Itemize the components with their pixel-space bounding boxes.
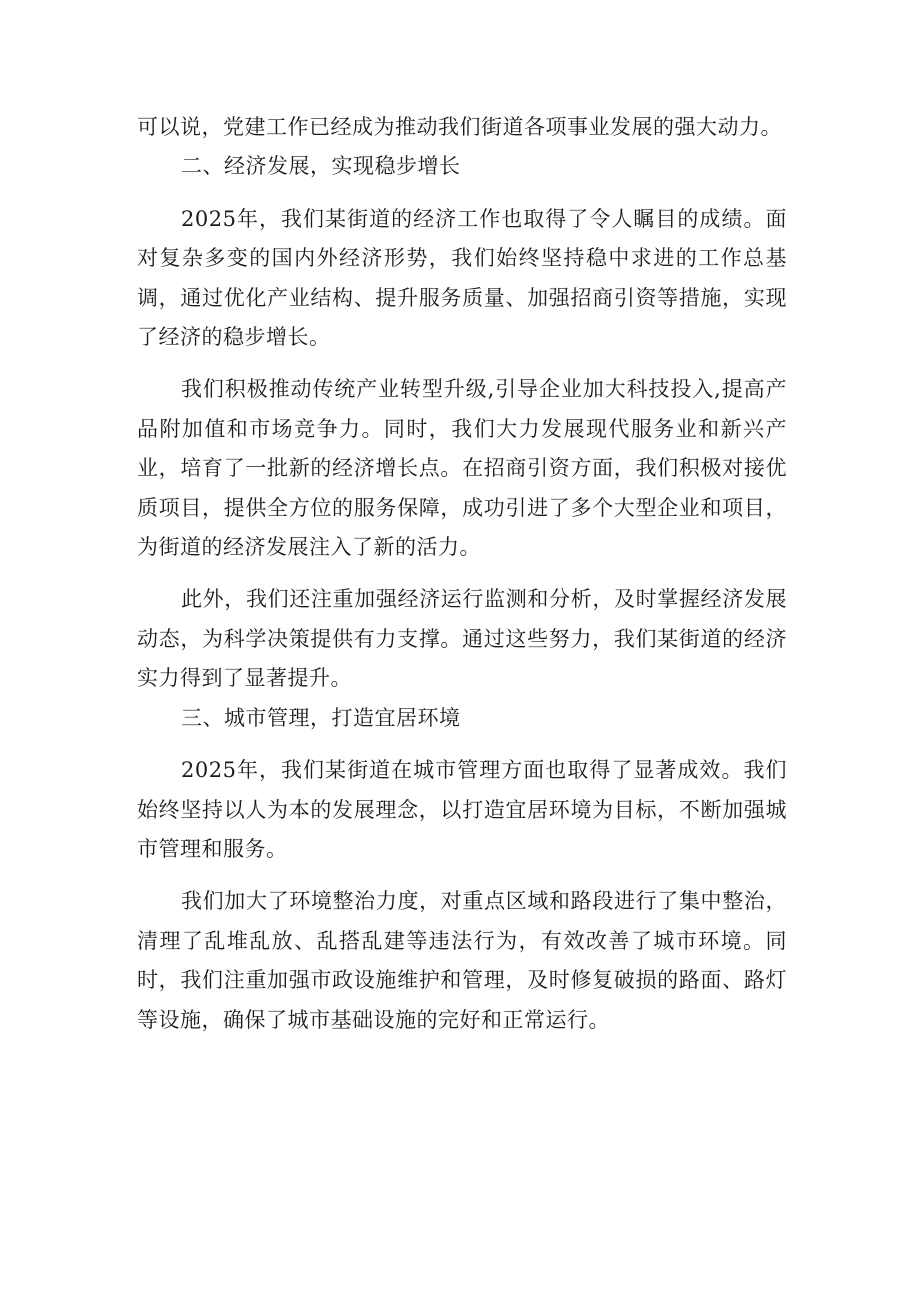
document-page xyxy=(137,108,787,1040)
paragraph-economy-industry: 我们积极推动传统产业转型升级,引导企业加大科技投入,提高产品附加值和市场竞争力。同时，我们大力发展现代服务业和新兴产业，培育了一批新的经济增长点。在招商引资方面，我们积极对接优质项目，提供全方位的服务保障，成功引进了多个大型企业和项目，为街道的经济发展注入了新的活力。 xyxy=(137,377,787,560)
paragraph-continuation: 可以说，党建工作已经成为推动我们街道各项事业发展的强大动力。 xyxy=(137,115,782,139)
paragraph-economy-monitoring: 此外，我们还注重加强经济运行监测和分析，及时掌握经济发展动态，为科学决策提供有力支撑。通过这些努力，我们某街道的经济实力得到了显著提升。 xyxy=(137,587,787,691)
paragraph-city-intro: 2025年，我们某街道在城市管理方面也取得了显著成效。我们始终坚持以人为本的发展理念，以打造宜居环境为目标，不断加强城市管理和服务。 xyxy=(137,758,787,861)
paragraph-city-environment: 我们加大了环境整治力度，对重点区域和路段进行了集中整治，清理了乱堆乱放、乱搭乱建等违法行为，有效改善了城市环境。同时，我们注重加强市政设施维护和管理，及时修复破损的路面、路灯等设施，确保了城市基础设施的完好和正常运行。 xyxy=(137,889,787,1032)
paragraph-economy-intro: 2025年，我们某街道的经济工作也取得了令人瞩目的成绩。面对复杂多变的国内外经济形势，我们始终坚持稳中求进的工作总基调，通过优化产业结构、提升服务质量、加强招商引资等措施，实现了经济的稳步增长。 xyxy=(137,206,787,350)
section-heading-city-management: 三、城市管理，打造宜居环境 xyxy=(181,705,461,730)
section-heading-economy: 二、经济发展，实现稳步增长 xyxy=(181,154,461,179)
